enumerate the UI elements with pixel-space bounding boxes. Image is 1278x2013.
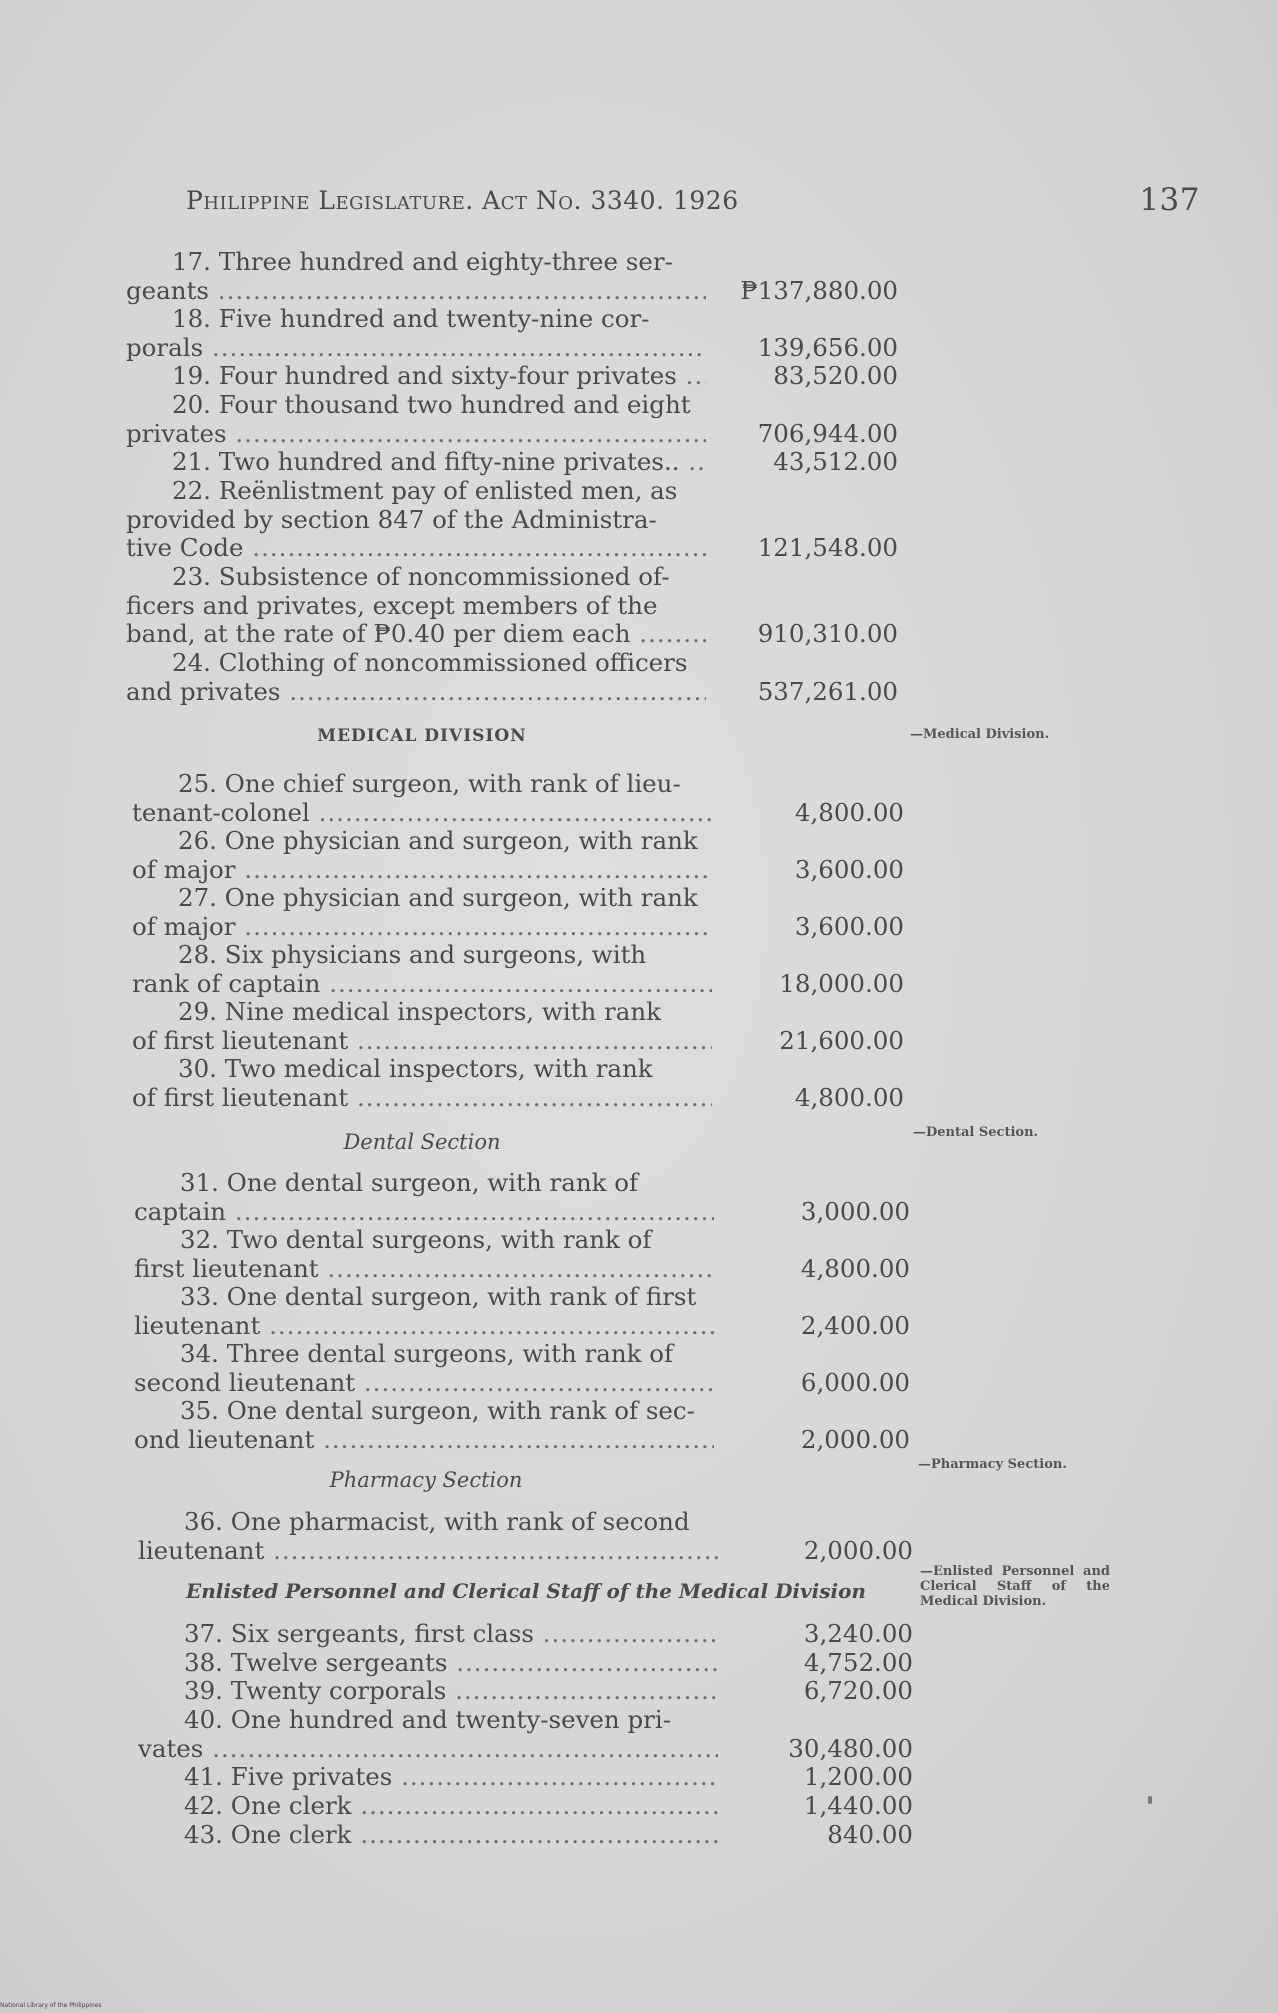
section-heading-enlisted: Enlisted Personnel and Clerical Staff of the Medical Division bbox=[186, 1579, 866, 1603]
line-item-description bbox=[134, 1340, 714, 1397]
description-line: 38. Twelve sergeants ..... bbox=[138, 1649, 718, 1678]
library-credit: National Library of the Philippines bbox=[0, 2002, 102, 2009]
description-line: tenant-colonel ..... bbox=[132, 799, 712, 828]
description-line: 41. Five privates ..... bbox=[138, 1763, 718, 1792]
line-item-amount: 4,800.00 bbox=[794, 1082, 904, 1112]
description-line: 21. Two hundred and fifty-nine privates.. ..... bbox=[126, 448, 706, 477]
line-item-description bbox=[138, 1620, 718, 1649]
line-item-description bbox=[126, 391, 706, 448]
description-line: band, at the rate of ₱0.40 per diem each ..... bbox=[126, 620, 706, 649]
line-item-amount: 83,520.00 bbox=[773, 361, 898, 390]
line-item-description bbox=[138, 1677, 718, 1706]
line-item-amount: 139,656.00 bbox=[757, 332, 898, 362]
line-item-description bbox=[126, 477, 706, 563]
running-head bbox=[186, 182, 1206, 226]
line-item-description bbox=[126, 362, 706, 391]
description-line: 24. Clothing of noncommissioned officers bbox=[172, 648, 688, 677]
line-item-amount: 3,600.00 bbox=[794, 854, 904, 884]
description-line: 43. One clerk ..... bbox=[138, 1821, 718, 1850]
description-line: 26. One physician and surgeon, with rank bbox=[178, 826, 698, 855]
line-item-amount: 121,548.00 bbox=[757, 533, 898, 562]
description-line: 28. Six physicians and surgeons, with bbox=[178, 940, 647, 969]
description-line: ond lieutenant ..... bbox=[134, 1426, 714, 1455]
description-line: captain ..... bbox=[134, 1198, 714, 1227]
line-item-description bbox=[138, 1792, 718, 1821]
line-item-description bbox=[134, 1169, 714, 1226]
description-line: tive Code ..... bbox=[126, 534, 706, 563]
description-line: 37. Six sergeants, first class ..... bbox=[138, 1620, 718, 1649]
line-item-amount: 840.00 bbox=[827, 1820, 913, 1849]
description-line: of major ..... bbox=[132, 913, 712, 942]
section-heading-pharmacy: Pharmacy Section bbox=[329, 1468, 523, 1492]
margin-note-medical: —Medical Division. bbox=[910, 727, 1050, 742]
line-item-amount: 18,000.00 bbox=[779, 968, 904, 998]
line-item-description bbox=[132, 1055, 712, 1112]
line-item-description bbox=[138, 1508, 718, 1565]
description-line: privates ..... bbox=[126, 420, 706, 449]
line-item-amount: 706,944.00 bbox=[757, 418, 898, 448]
line-item-description bbox=[138, 1649, 718, 1678]
line-item-amount: 4,800.00 bbox=[800, 1253, 910, 1283]
description-line: 23. Subsistence of noncommissioned of- bbox=[172, 562, 670, 591]
line-item-description bbox=[138, 1763, 718, 1792]
section-heading-medical: MEDICAL DIVISION bbox=[317, 726, 527, 746]
description-line: 32. Two dental surgeons, with rank of bbox=[180, 1225, 652, 1254]
line-item-description bbox=[126, 305, 706, 362]
description-line: 25. One chief surgeon, with rank of lieu- bbox=[178, 769, 681, 798]
line-item-amount: 3,000.00 bbox=[800, 1196, 910, 1226]
description-line: and privates ..... bbox=[126, 678, 706, 707]
line-item-description bbox=[132, 770, 712, 827]
line-item-description bbox=[126, 563, 706, 649]
line-item-description bbox=[134, 1283, 714, 1340]
margin-note-dental: —Dental Section. bbox=[913, 1125, 1039, 1140]
description-line: 17. Three hundred and eighty-three ser- bbox=[172, 247, 673, 276]
line-item-amount: 30,480.00 bbox=[788, 1733, 913, 1763]
margin-note-enlisted: —Enlisted Personnel and Clerical Staff of the Medical Division. bbox=[920, 1564, 1110, 1609]
running-head-title: Philippine Legislature. Act No. 3340. 1926 bbox=[186, 186, 739, 215]
line-item-amount: 2,000.00 bbox=[803, 1535, 913, 1565]
description-line: 34. Three dental surgeons, with rank of bbox=[180, 1339, 674, 1368]
line-item-amount: 21,600.00 bbox=[779, 1025, 904, 1055]
line-item-description bbox=[126, 448, 706, 477]
line-item-description bbox=[132, 884, 712, 941]
description-line: 31. One dental surgeon, with rank of bbox=[180, 1168, 639, 1197]
line-item-amount: 4,752.00 bbox=[803, 1648, 913, 1677]
line-item-description bbox=[126, 248, 706, 305]
line-item-description bbox=[138, 1821, 718, 1850]
line-item-description bbox=[132, 827, 712, 884]
description-line: provided by section 847 of the Administra- bbox=[126, 504, 657, 534]
description-line: 33. One dental surgeon, with rank of first bbox=[180, 1282, 697, 1311]
line-item-amount: ₱137,880.00 bbox=[740, 275, 898, 305]
description-line: 29. Nine medical inspectors, with rank bbox=[178, 997, 662, 1026]
line-item-amount: 3,600.00 bbox=[794, 911, 904, 941]
description-line: 35. One dental surgeon, with rank of sec- bbox=[180, 1396, 695, 1425]
line-item-description bbox=[138, 1706, 718, 1763]
description-line: 39. Twenty corporals ..... bbox=[138, 1677, 718, 1706]
description-line: of major ..... bbox=[132, 856, 712, 885]
line-item-amount: 2,000.00 bbox=[800, 1424, 910, 1454]
description-line: 20. Four thousand two hundred and eight bbox=[172, 390, 691, 419]
description-line: 19. Four hundred and sixty-four privates ..... bbox=[126, 362, 706, 391]
description-line: 30. Two medical inspectors, with rank bbox=[178, 1054, 653, 1083]
line-item-description bbox=[132, 941, 712, 998]
description-line: lieutenant ..... bbox=[138, 1537, 718, 1566]
description-line: porals ..... bbox=[126, 334, 706, 363]
line-item-amount: 4,800.00 bbox=[794, 797, 904, 827]
section-heading-dental: Dental Section bbox=[343, 1130, 501, 1154]
description-line: 22. Reënlistment pay of enlisted men, as bbox=[172, 476, 678, 505]
description-line: vates ..... bbox=[138, 1735, 718, 1764]
line-item-amount: 2,400.00 bbox=[800, 1310, 910, 1340]
line-item-amount: 1,200.00 bbox=[803, 1762, 913, 1791]
line-item-amount: 43,512.00 bbox=[773, 447, 898, 476]
description-line: 18. Five hundred and twenty-nine cor- bbox=[172, 304, 650, 333]
description-line: 40. One hundred and twenty-seven pri- bbox=[184, 1705, 672, 1734]
line-item-amount: 6,720.00 bbox=[803, 1676, 913, 1705]
line-item-description bbox=[134, 1226, 714, 1283]
description-line: second lieutenant ..... bbox=[134, 1369, 714, 1398]
line-item-amount: 3,240.00 bbox=[803, 1619, 913, 1648]
line-item-description bbox=[134, 1397, 714, 1454]
paper-speck bbox=[1148, 1796, 1152, 1804]
line-item-description bbox=[126, 649, 706, 706]
description-line: rank of captain ..... bbox=[132, 970, 712, 999]
description-line: 36. One pharmacist, with rank of second bbox=[184, 1507, 690, 1536]
line-item-amount: 537,261.00 bbox=[757, 676, 898, 706]
description-line: 42. One clerk ..... bbox=[138, 1792, 718, 1821]
description-line: first lieutenant ..... bbox=[134, 1255, 714, 1284]
description-line: 27. One physician and surgeon, with rank bbox=[178, 883, 698, 912]
line-item-amount: 910,310.00 bbox=[757, 619, 898, 648]
line-item-amount: 1,440.00 bbox=[803, 1791, 913, 1820]
description-line: ficers and privates, except members of the bbox=[126, 590, 658, 620]
description-line: of first lieutenant ..... bbox=[132, 1084, 712, 1113]
page-number: 137 bbox=[1139, 182, 1200, 218]
line-item-description bbox=[132, 998, 712, 1055]
line-item-amount: 6,000.00 bbox=[800, 1367, 910, 1397]
description-line: of first lieutenant ..... bbox=[132, 1027, 712, 1056]
margin-note-pharmacy: —Pharmacy Section. bbox=[918, 1457, 1067, 1472]
description-line: lieutenant ..... bbox=[134, 1312, 714, 1341]
description-line: geants ..... bbox=[126, 277, 706, 306]
